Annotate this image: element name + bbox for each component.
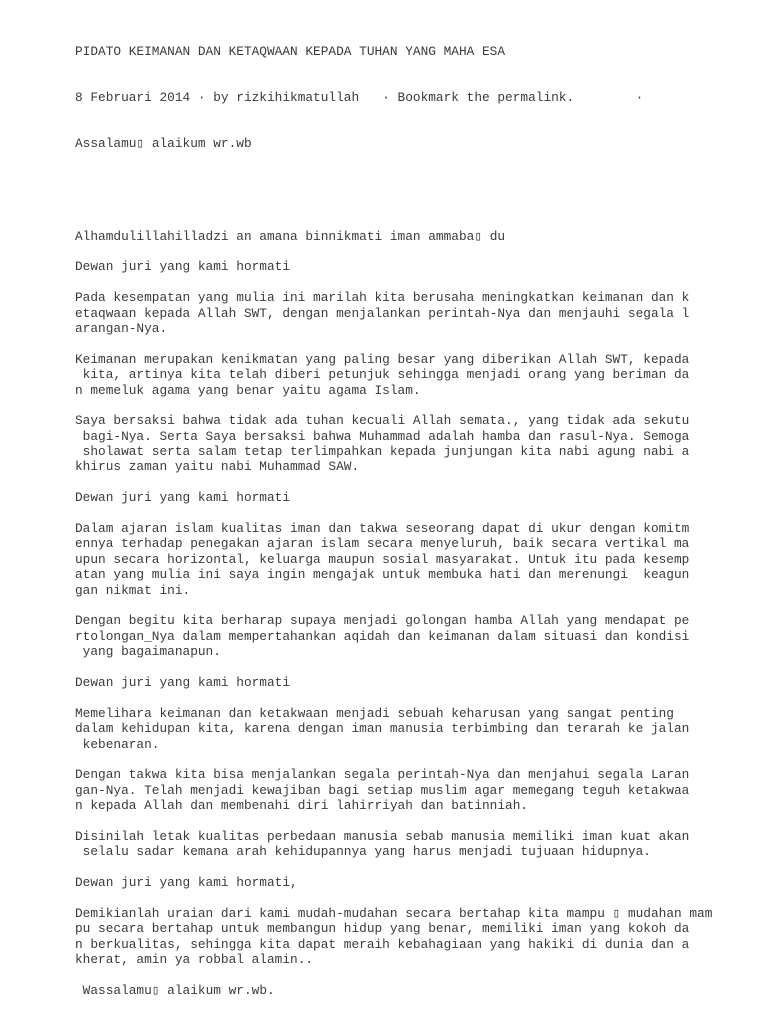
spacer: [75, 967, 695, 982]
paragraph: [75, 613, 695, 659]
paragraph-line: Demikianlah uraian dari kami mudah-mudahan secara bertahap kita mampu ▯ mudahan mam: [75, 905, 713, 921]
paragraph-line: etaqwaan kepada Allah SWT, dengan menjalankan perintah-Nya dan menjauhi segala l: [75, 305, 690, 321]
document-title: PIDATO KEIMANAN DAN KETAQWAAN KEPADA TUHAN YANG MAHA ESA: [75, 43, 506, 59]
paragraph-line: pu secara bertahap untuk membangun hidup yang benar, memiliki iman yang kokoh da: [75, 921, 690, 937]
paragraph: [75, 829, 695, 860]
paragraph-line: Dewan juri yang kami hormati: [75, 490, 291, 506]
paragraph-line: gan-Nya. Telah menjadi kewajiban bagi setiap muslim agar memegang teguh ketakwaa: [75, 782, 690, 798]
paragraph-line: n memeluk agama yang benar yaitu agama Islam.: [75, 382, 421, 398]
paragraph-line: ennya terhadap penegakan ajaran islam secara menyeluruh, baik secara vertikal ma: [75, 536, 690, 552]
spacer: [75, 336, 695, 351]
paragraph-line: arangan-Nya.: [75, 320, 168, 336]
paragraph-line: kita, artinya kita telah diberi petunjuk sehingga menjadi orang yang beriman da: [75, 367, 690, 383]
paragraph: [75, 675, 695, 690]
paragraph-line: kebenaran.: [75, 736, 160, 752]
paragraph-line: selalu sadar kemana arah kehidupannya yang harus menjadi tujuaan hidupnya.: [75, 844, 651, 860]
paragraph: [75, 229, 695, 244]
paragraph-line: atan yang mulia ini saya ingin mengajak untuk membuka hati dan merenungi keagun: [75, 567, 690, 583]
paragraph-line: gan nikmat ini.: [75, 582, 191, 598]
spacer: [75, 398, 695, 413]
paragraph-line: Wassalamu▯ alaikum wr.wb.: [75, 982, 275, 998]
document-body: [75, 13, 713, 1014]
paragraph: [75, 259, 695, 274]
spacer: [75, 813, 695, 828]
post-meta: 8 Februari 2014 · by rizkihikmatullah · Bookmark the permalink. ·: [75, 90, 644, 106]
paragraphs: [75, 228, 713, 999]
paragraph-line: kherat, amin ya robbal alamin..: [75, 951, 314, 967]
paragraph-line: Keimanan merupakan kenikmatan yang paling besar yang diberikan Allah SWT, kepada: [75, 351, 690, 367]
spacer: [75, 752, 695, 767]
spacer: [75, 598, 695, 613]
paragraph-line: Dewan juri yang kami hormati: [75, 259, 291, 275]
paragraph: [75, 905, 713, 968]
spacer: [75, 660, 695, 675]
paragraph-line: Dewan juri yang kami hormati: [75, 674, 291, 690]
spacer: [75, 475, 695, 490]
paragraph-line: Dalam ajaran islam kualitas iman dan takwa seseorang dapat di ukur dengan komitm: [75, 521, 690, 537]
spacer: [75, 506, 695, 521]
paragraph-line: sholawat serta salam tetap terlimpahkan kepada junjungan kita nabi agung nabi a: [75, 444, 690, 460]
paragraph: [75, 290, 695, 336]
paragraph: [75, 413, 695, 475]
paragraph: [75, 490, 695, 505]
paragraph: [75, 521, 695, 598]
spacer: [75, 275, 695, 290]
paragraph-line: Dewan juri yang kami hormati,: [75, 875, 298, 891]
paragraph-line: n kepada Allah dan membenahi diri lahirriyah dan batinniah.: [75, 798, 529, 814]
paragraph-line: bagi-Nya. Serta Saya bersaksi bahwa Muhammad adalah hamba dan rasul-Nya. Semoga: [75, 428, 690, 444]
paragraph-line: Saya bersaksi bahwa tidak ada tuhan kecuali Allah semata., yang tidak ada sekutu: [75, 413, 690, 429]
paragraph-line: Dengan takwa kita bisa menjalankan segala perintah-Nya dan menjahui segala Laran: [75, 767, 690, 783]
paragraph: [75, 875, 695, 890]
paragraph: [75, 706, 695, 752]
paragraph-line: upun secara horizontal, keluarga maupun sosial masyarakat. Untuk itu pada kesemp: [75, 551, 690, 567]
paragraph: [75, 352, 695, 398]
paragraph-line: yang bagaimanapun.: [75, 644, 221, 660]
spacer: [75, 890, 695, 905]
paragraph-line: n berkualitas, sehingga kita dapat meraih kebahagiaan yang hakiki di dunia dan a: [75, 936, 690, 952]
paragraph-line: Dengan begitu kita berharap supaya menjadi golongan hamba Allah yang mendapat pe: [75, 613, 690, 629]
paragraph-line: Disinilah letak kualitas perbedaan manusia sebab manusia memiliki iman kuat akan: [75, 828, 690, 844]
paragraph-line: khirus zaman yaitu nabi Muhammad SAW.: [75, 459, 360, 475]
spacer: [75, 182, 695, 197]
paragraph-line: Alhamdulillahilladzi an amana binnikmati iman ammaba▯ du: [75, 228, 506, 244]
paragraph-line: Memelihara keimanan dan ketakwaan menjadi sebuah keharusan yang sangat penting: [75, 705, 674, 721]
spacer: [75, 244, 695, 259]
paragraph-line: rtolongan_Nya dalam mempertahankan aqidah dan keimanan dalam situasi dan kondisi: [75, 628, 690, 644]
paragraph: [75, 983, 695, 998]
paragraph: [75, 767, 695, 813]
spacer: [75, 860, 695, 875]
paragraph-line: dalam kehidupan kita, karena dengan iman manusia terbimbing dan terarah ke jalan: [75, 721, 690, 737]
spacer: [75, 690, 695, 705]
greeting: Assalamu▯ alaikum wr.wb: [75, 136, 252, 152]
paragraph-line: Pada kesempatan yang mulia ini marilah kita berusaha meningkatkan keimanan dan k: [75, 290, 690, 306]
